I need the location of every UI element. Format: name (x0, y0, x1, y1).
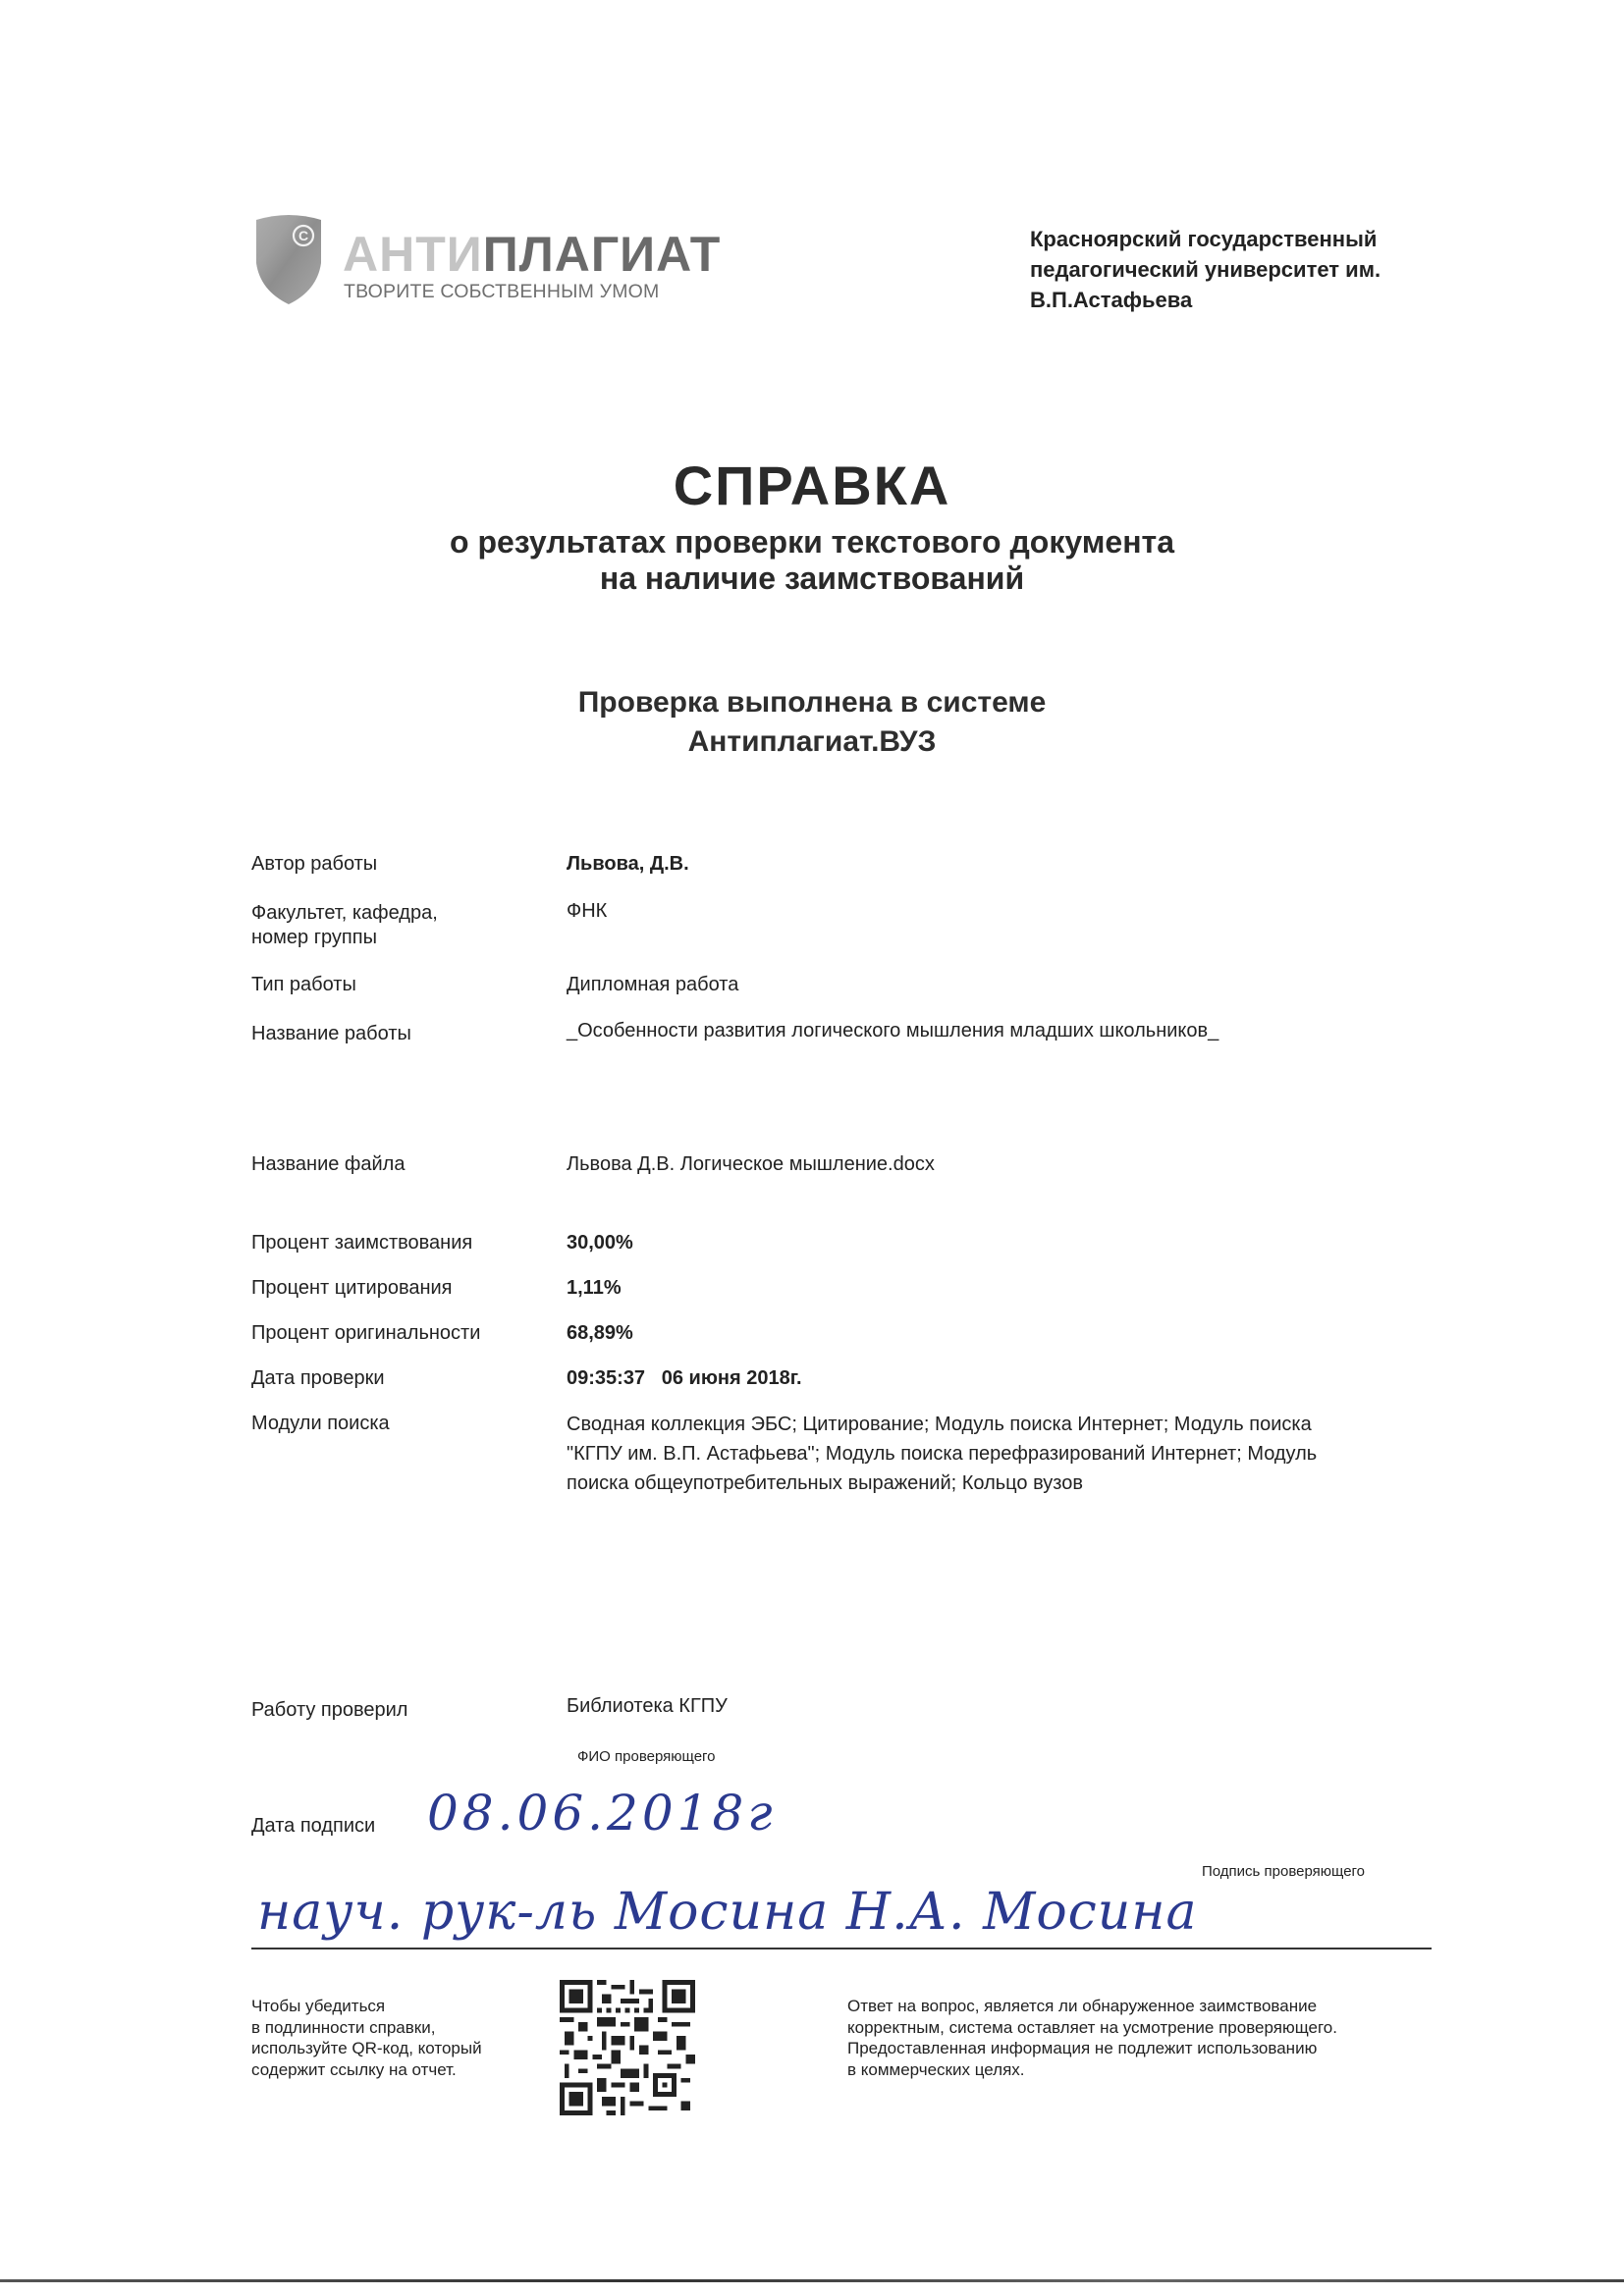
file-name-label: Название файла (251, 1153, 406, 1175)
qr-instruction-line: в подлинности справки, (251, 2017, 436, 2037)
faculty-label-line: номер группы (251, 927, 377, 948)
shield-copyright-icon (252, 212, 325, 306)
checker-label: Работу проверил (251, 1699, 408, 1721)
originality-label: Процент оригинальности (251, 1322, 481, 1344)
faculty-label-line: Факультет, кафедра, (251, 902, 438, 924)
university-line: Красноярский государственный (1030, 227, 1378, 251)
borrowing-value: 30,00% (567, 1232, 633, 1254)
logo-word-light: АНТИ (343, 227, 483, 282)
subtitle-line: о результатах проверки текстового документа (450, 524, 1174, 560)
system-heading-line: Проверка выполнена в системе (577, 686, 1047, 719)
originality-value: 68,89% (567, 1322, 633, 1344)
work-title-value: _Особенности развития логического мышления младших школьников_ (567, 1020, 1219, 1041)
logo-tagline: ТВОРИТЕ СОБСТВЕННЫМ УМОМ (344, 281, 660, 302)
disclaimer-line: в коммерческих целях. (847, 2059, 1025, 2079)
svg-text:C: C (298, 228, 309, 243)
disclaimer-line: Ответ на вопрос, является ли обнаруженное заимствование (847, 1997, 1318, 2015)
citation-value: 1,11% (567, 1277, 622, 1299)
file-name-value: Львова Д.В. Логическое мышление.docx (567, 1153, 935, 1175)
modules-label: Модули поиска (251, 1413, 390, 1434)
page-subtitle (0, 524, 1624, 597)
work-type-label: Тип работы (251, 974, 356, 995)
university-line: В.П.Астафьева (1030, 288, 1193, 312)
borrowing-label: Процент заимствования (251, 1232, 473, 1254)
faculty-value: ФНК (567, 900, 608, 922)
logo-word-dark: ПЛАГИАТ (482, 227, 722, 282)
signature-date-label: Дата подписи (251, 1815, 376, 1837)
page-title: СПРАВКА (673, 454, 951, 516)
qr-instruction-line: Чтобы убедиться (251, 1997, 386, 2015)
disclaimer-line: корректным, система оставляет на усмотрение проверяющего. (847, 2017, 1337, 2037)
author-value: Львова, Д.В. (567, 853, 689, 875)
system-heading (0, 683, 1624, 762)
subtitle-line: на наличие заимствований (599, 561, 1025, 596)
modules-line: "КГПУ им. В.П. Астафьева"; Модуль поиска перефразирований Интернет; Модуль (567, 1443, 1318, 1465)
check-date-value: 09:35:37 06 июня 2018г. (567, 1367, 802, 1389)
antiplagiat-logo (252, 208, 722, 316)
checker-value: Библиотека КГПУ (567, 1695, 728, 1717)
checker-caption: ФИО проверяющего (577, 1748, 716, 1765)
qr-instruction-line: используйте QR-код, который (251, 2039, 482, 2057)
university-name (1030, 224, 1423, 315)
check-date-label: Дата проверки (251, 1367, 385, 1389)
qr-instruction-line: содержит ссылку на отчет. (251, 2059, 457, 2079)
system-name: Антиплагиат.ВУЗ (687, 725, 937, 758)
signature-date-handwritten: 08.06.2018г (427, 1785, 777, 1842)
disclaimer (847, 1996, 1456, 2080)
modules-line: Сводная коллекция ЭБС; Цитирование; Модуль поиска Интернет; Модуль поиска (567, 1414, 1312, 1435)
signature-line (251, 1948, 1432, 1949)
logo-wordmark (343, 227, 722, 282)
work-type-value: Дипломная работа (567, 974, 739, 995)
faculty-label (251, 901, 546, 950)
qr-code-icon[interactable] (560, 1980, 695, 2115)
author-label: Автор работы (251, 853, 378, 875)
disclaimer-line: Предоставленная информация не подлежит использованию (847, 2039, 1318, 2057)
signature-handwritten: науч. рук-ль Мосина Н.А. Мосина (257, 1883, 1198, 1942)
citation-label: Процент цитирования (251, 1277, 453, 1299)
signature-caption: Подпись проверяющего (1202, 1863, 1366, 1880)
modules-value (567, 1410, 1431, 1498)
work-title-label: Название работы (251, 1023, 411, 1044)
modules-line: поиска общеупотребительных выражений; Кольцо вузов (567, 1472, 1083, 1494)
scan-edge-divider (0, 2279, 1624, 2282)
university-line: педагогический университет им. (1030, 257, 1381, 282)
qr-instructions (251, 1996, 546, 2080)
